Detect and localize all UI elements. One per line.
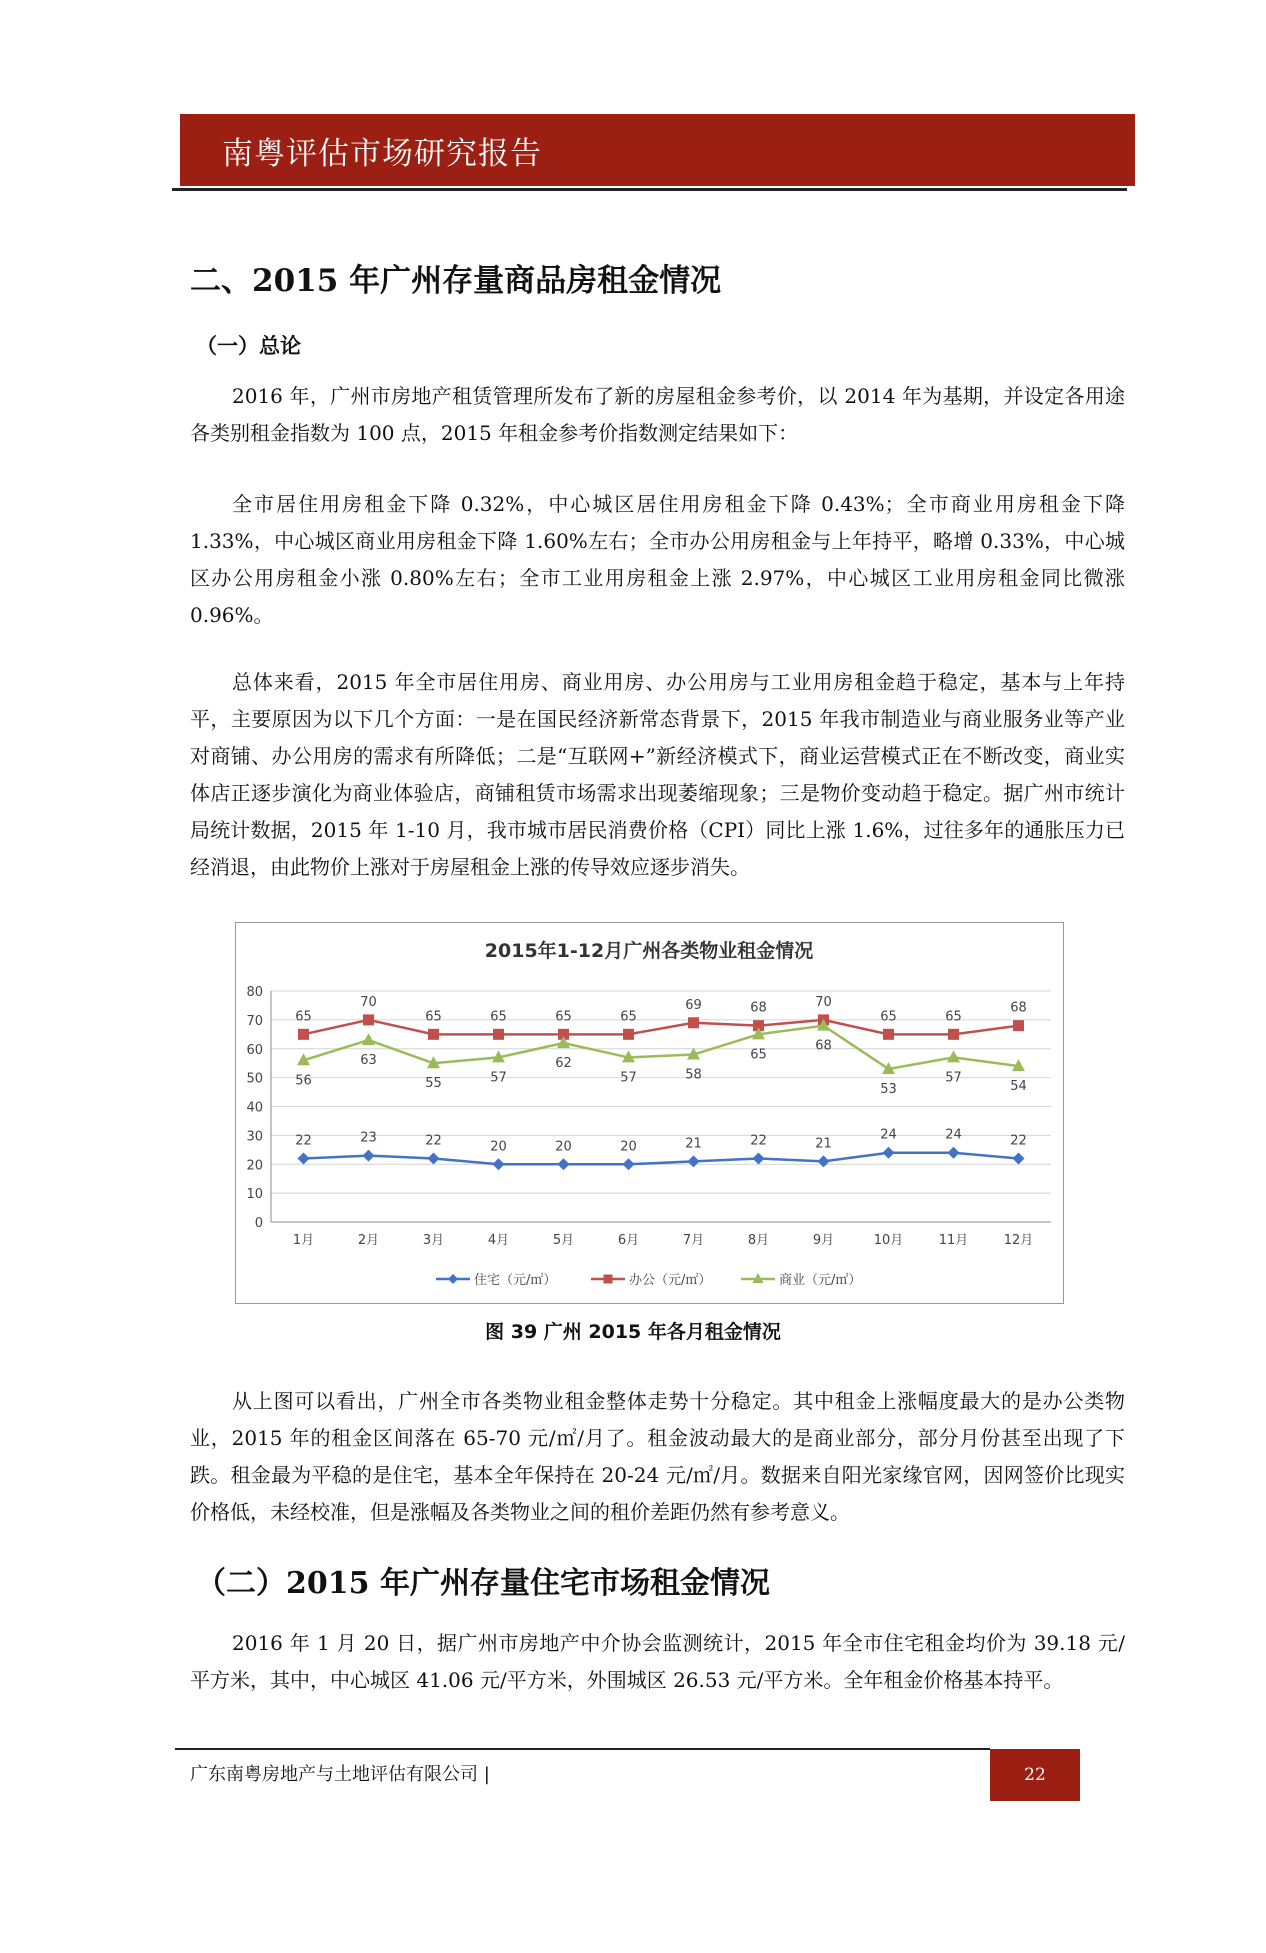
data-label: 54 <box>1010 1079 1027 1095</box>
x-tick-label: 9月 <box>812 1233 835 1248</box>
header-divider <box>172 188 1127 191</box>
data-point <box>1013 1152 1025 1164</box>
data-point <box>428 1152 440 1164</box>
data-label: 24 <box>945 1127 962 1143</box>
data-point <box>688 1155 700 1167</box>
data-label: 63 <box>360 1053 377 1069</box>
data-point <box>818 1155 830 1167</box>
data-point <box>948 1029 959 1040</box>
x-tick-label: 1月 <box>292 1233 315 1248</box>
data-point <box>493 1158 505 1170</box>
footer-divider <box>175 1748 990 1750</box>
data-label: 62 <box>555 1055 572 1071</box>
y-tick-label: 60 <box>246 1042 263 1058</box>
y-tick-label: 30 <box>246 1129 263 1145</box>
paragraph-analysis: 总体来看，2015 年全市居住用房、商业用房、办公用房与工业用房租金趋于稳定，基本与上年持平，主要原因为以下几个方面：一是在国民经济新常态背景下，2015 年我市制造业与商业服务业等产业对商铺、办公用房的需求有所降低；二是“互联网+”新经济模式下，商业运营模式正在不断改变，商业实体店正逐步演化为商业体验店，商铺租赁市场需求出现萎缩现象；三是物价变动趋于稳定。据广州市统计局统计数据，2015 年 1-10 月，我市城市居民消费价格（CPI）同比上涨 1.6%，过往多年的通胀压力已经消退，由此物价上涨对于房屋租金上涨的传导效应逐步消失。 <box>190 670 1125 879</box>
data-label: 68 <box>1010 1000 1027 1016</box>
x-tick-label: 7月 <box>682 1233 705 1248</box>
report-header-title: 南粤评估市场研究报告 <box>222 136 542 172</box>
x-tick-label: 8月 <box>747 1233 770 1248</box>
data-label: 68 <box>815 1038 832 1054</box>
x-tick-label: 4月 <box>487 1233 510 1248</box>
data-point <box>493 1029 504 1040</box>
data-point <box>623 1158 635 1170</box>
x-tick-label: 3月 <box>422 1233 445 1248</box>
subsection-title-overview: （一）总论 <box>196 334 301 358</box>
data-label: 22 <box>295 1133 312 1149</box>
data-point <box>362 1033 375 1045</box>
data-label: 20 <box>620 1139 637 1155</box>
subsection-title-residential: （二）2015 年广州存量住宅市场租金情况 <box>196 1566 770 1601</box>
data-label: 57 <box>620 1070 637 1086</box>
data-label: 65 <box>490 1009 507 1025</box>
legend-label: 办公（元/㎡） <box>629 1273 712 1288</box>
y-tick-label: 40 <box>246 1100 263 1116</box>
page-number: 22 <box>990 1749 1080 1801</box>
data-point <box>883 1147 895 1159</box>
y-tick-label: 20 <box>246 1158 263 1174</box>
paragraph-intro: 2016 年，广州市房地产租赁管理所发布了新的房屋租金参考价，以 2014 年为基期，并设定各用途各类别租金指数为 100 点，2015 年租金参考价指数测定结果如下： <box>190 384 1125 445</box>
legend-label: 商业（元/㎡） <box>779 1273 862 1288</box>
data-point <box>623 1029 634 1040</box>
data-label: 22 <box>750 1133 767 1149</box>
y-tick-label: 50 <box>246 1071 263 1087</box>
x-tick-label: 2月 <box>357 1233 380 1248</box>
figure-caption: 图 39 广州 2015 年各月租金情况 <box>485 1321 781 1343</box>
data-label: 57 <box>945 1070 962 1086</box>
rent-line-chart <box>235 922 1064 1304</box>
x-tick-label: 6月 <box>617 1233 640 1248</box>
data-label: 20 <box>490 1139 507 1155</box>
y-tick-label: 70 <box>246 1013 263 1029</box>
data-label: 53 <box>880 1081 897 1097</box>
data-label: 65 <box>945 1009 962 1025</box>
legend-marker <box>604 1275 613 1284</box>
data-label: 58 <box>685 1067 702 1083</box>
data-point <box>298 1152 310 1164</box>
data-label: 23 <box>360 1130 377 1146</box>
data-label: 65 <box>620 1009 637 1025</box>
data-label: 70 <box>360 994 377 1010</box>
x-tick-label: 11月 <box>938 1233 969 1248</box>
data-point <box>948 1147 960 1159</box>
data-label: 20 <box>555 1139 572 1155</box>
data-label: 65 <box>425 1009 442 1025</box>
paragraph-index-results: 全市居住用房租金下降 0.32%，中心城区居住用房租金下降 0.43%；全市商业用房租金下降 1.33%，中心城区商业用房租金下降 1.60%左右；全市办公用房租金与上年持平，略增 0.33%，中心城区办公用房租金小涨 0.80%左右；全市工业用房租金上涨 2.97%，中心城区工业用房租金同比微涨 0.96%。 <box>190 492 1125 627</box>
series-line <box>304 1020 1019 1034</box>
data-label: 22 <box>425 1133 442 1149</box>
data-label: 70 <box>815 994 832 1010</box>
data-label: 24 <box>880 1127 897 1143</box>
data-point <box>558 1158 570 1170</box>
data-label: 22 <box>1010 1133 1027 1149</box>
x-tick-label: 5月 <box>552 1233 575 1248</box>
data-label: 57 <box>490 1070 507 1086</box>
data-point <box>1013 1020 1024 1031</box>
section-title: 二、2015 年广州存量商品房租金情况 <box>190 263 722 299</box>
data-label: 65 <box>295 1009 312 1025</box>
data-point <box>753 1152 765 1164</box>
y-tick-label: 80 <box>246 985 263 1000</box>
data-label: 68 <box>750 1000 767 1016</box>
y-tick-label: 10 <box>246 1187 263 1203</box>
data-point <box>363 1150 375 1162</box>
series-line <box>304 1026 1019 1069</box>
paragraph-residential: 2016 年 1 月 20 日，据广州市房地产中介协会监测统计，2015 年全市住宅租金均价为 39.18 元/平方米，其中，中心城区 41.06 元/平方米，外围城区 26.53 元/平方米。全年租金价格基本持平。 <box>190 1631 1125 1692</box>
data-point <box>298 1029 309 1040</box>
series-line <box>304 1153 1019 1165</box>
data-label: 65 <box>880 1009 897 1025</box>
data-label: 21 <box>685 1136 702 1152</box>
chart-title: 2015年1-12月广州各类物业租金情况 <box>484 940 814 962</box>
x-tick-label: 10月 <box>873 1233 904 1248</box>
data-point <box>947 1050 960 1062</box>
footer-company: 广东南粤房地产与土地评估有限公司 | <box>190 1764 490 1785</box>
data-label: 65 <box>555 1009 572 1025</box>
data-point <box>883 1029 894 1040</box>
data-label: 65 <box>750 1047 767 1063</box>
data-point <box>428 1029 439 1040</box>
legend-marker <box>448 1274 458 1284</box>
data-label: 21 <box>815 1136 832 1152</box>
data-label: 56 <box>295 1073 312 1089</box>
y-tick-label: 0 <box>254 1216 263 1231</box>
paragraph-chart-analysis: 从上图可以看出，广州全市各类物业租金整体走势十分稳定。其中租金上涨幅度最大的是办公类物业，2015 年的租金区间落在 65-70 元/㎡/月了。租金波动最大的是商业部分，部分月份甚至出现了下跌。租金最为平稳的是住宅，基本全年保持在 20-24 元/㎡/月。数据来自阳光家缘官网，因网签价比现实价格低，未经校准，但是涨幅及各类物业之间的租价差距仍然有参考意义。 <box>190 1389 1125 1524</box>
data-label: 55 <box>425 1076 442 1092</box>
x-tick-label: 12月 <box>1003 1233 1034 1248</box>
legend-label: 住宅（元/㎡） <box>474 1273 557 1288</box>
chart-svg <box>236 923 1063 1303</box>
data-point <box>363 1014 374 1025</box>
data-point <box>688 1017 699 1028</box>
data-label: 69 <box>685 997 702 1013</box>
